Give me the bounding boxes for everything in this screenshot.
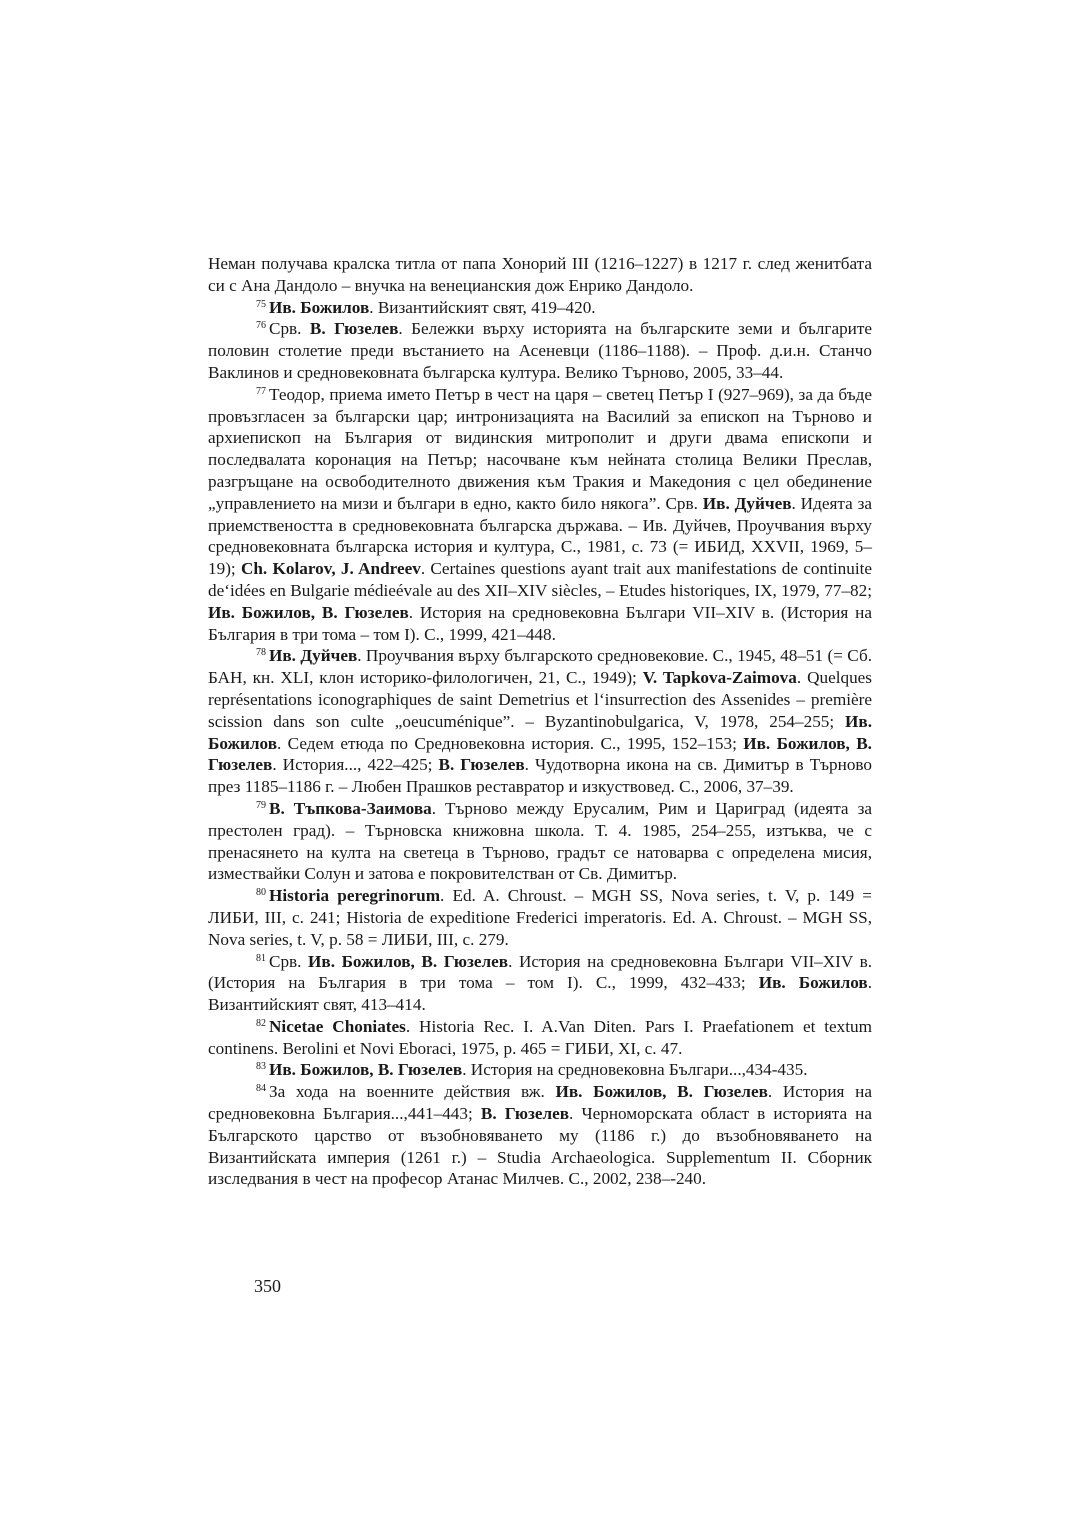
footnote-83 [208, 1059, 872, 1081]
footnote-author: Ив. Божилов, В. Гюзелев [208, 733, 872, 775]
footnote-84 [208, 1081, 872, 1190]
footnote-author: Ив. Божилов, В. Гюзелев [555, 1082, 768, 1102]
footnote-author: Ив. Божилов [758, 973, 868, 993]
footnote-number: 82 [256, 1017, 266, 1029]
footnote-text: . Черноморската област в историята на Българското царство от възобновяването му (1186 г.) до възобновяването на Византийската империя (1261 г.) – Studia Archaeologica. Supplementum II. Сборник изследвания в чест на професор Атанас Милчев. С., 2002, 238–-240. [208, 1104, 873, 1189]
footnote-78 [208, 645, 872, 798]
footnote-author: V. Tapkova-Zaimova [642, 668, 797, 688]
footnote-number: 80 [256, 887, 266, 899]
footnote-number: 77 [256, 385, 266, 397]
footnote-text: . Quelques représentations iconographiques de saint Demetrius et l‘insurrection des Assenides – première scission dans son culte „oeucuménique”. – Byzantinobulgarica, V, 1978, 254–255; [208, 668, 872, 731]
footnote-text: . Идеята за приемствеността в средновековната българска държава. – Ив. Дуйчев, Проучвания върху средновековната българска история и култура, С., 1981, с. 73 (= ИБИД, XXVII, 1969, 5–19); [208, 493, 872, 579]
footnote-author: Ив. Божилов [208, 711, 872, 753]
footnote-82 [208, 1016, 872, 1060]
footnote-text: . Седем етюда по Средновековна история. С., 1995, 152–153; [276, 733, 744, 753]
footnote-text: Теодор, приема името Петър в чест на царя – светец Петър I (927–969), за да бъде провъзгласен за български цар; интронизацията на Василий за епископ на Търново и архиепископ на България от видинския митрополит и други двама епископи и последвалата коронация на Петър; насочване към нейната столица Велики Преслав, разгръщане на освободителното движения към Тракия и Македония с цел обединение „управлението на мизи и българи в едно, както било някога”. Срв. [208, 384, 872, 513]
footnote-text: . Certaines questions ayant trait aux manifestations de continuite de‘idées en Bulgarie médieévale au des XII–XIV siècles, – Etudes historiques, IX, 1979, 77–82; [208, 559, 873, 600]
footnote-text: Срв. [269, 951, 309, 971]
footnotes-block [208, 253, 872, 1190]
footnote-81 [208, 951, 872, 1016]
footnote-author: Ив. Божилов, В. Гюзелев [269, 1060, 463, 1080]
footnote-77 [208, 384, 872, 646]
footnote-75 [208, 297, 872, 319]
footnote-text: . История на средновековна Българи VII–XIV в. (История на България в три тома – том I). С., 1999, 432–433; [208, 951, 872, 993]
footnote-text: Срв. [269, 319, 310, 339]
footnote-author: В. Гюзелев [438, 755, 525, 775]
footnote-text: За хода на военните действия вж. [269, 1082, 556, 1102]
footnote-number: 83 [256, 1061, 266, 1073]
footnote-text: . История на средновековна Българи VII–XIV в. (История на България в три тома – том I). С., 1999, 421–448. [208, 602, 872, 644]
footnote-number: 75 [256, 298, 266, 310]
footnote-text: . Византийският свят, 413–414. [208, 973, 873, 1015]
footnote-author: Ив. Божилов [269, 297, 370, 317]
continuation-paragraph: Неман получава кралска титла от папа Хонорий III (1216–1227) в 1217 г. след женитбата си с Ана Дандоло – внучка на венецианския дож Енрико Дандоло. [208, 254, 872, 295]
footnote-author: Ив. Дуйчев [702, 493, 792, 513]
footnote-number: 78 [256, 647, 266, 659]
footnote-number: 84 [256, 1083, 266, 1095]
footnote-text: . Проучвания върху българското средновековие. С., 1945, 48–51 (= Сб. БАН, кн. XLI, клон историко-филологичен, 21, С., 1949); [208, 646, 872, 688]
footnote-number: 76 [256, 320, 266, 332]
footnote-author: Ив. Дуйчев [269, 646, 358, 666]
footnote-author: Ch. Kolarov, J. Andreev [240, 559, 421, 579]
footnote-number: 79 [256, 799, 266, 811]
footnote-76 [208, 318, 872, 383]
page-number: 350 [254, 1276, 281, 1296]
footnote-list [208, 297, 872, 1191]
footnote-author: В. Гюзелев [480, 1104, 570, 1124]
footnote-number: 81 [256, 952, 266, 964]
footnote-79 [208, 798, 872, 885]
footnote-author: В. Гюзелев [309, 319, 399, 339]
footnote-80 [208, 885, 872, 950]
footnote-author: В. Тъпкова-Заимова [269, 798, 432, 818]
footnote-author: Nicetae Choniates [269, 1016, 406, 1036]
footnote-text: . Византийският свят, 419–420. [369, 297, 596, 317]
footnote-text: . Бележки върху историята на българските земи и българите половин столетие преди въстанието на Асеневци (1186–1188). – Проф. д.и.н. Станчо Ваклинов и средновековната българска култура. Велико Търново, 2005, 33–44. [208, 319, 872, 382]
footnote-text: . Historia Rec. I. A.Van Diten. Pars I. Praefationem et textum continens. Berolini et Novi Eboraci, 1975, p. 465 = ГИБИ, XI, с. 47. [208, 1016, 872, 1058]
footnote-author: Ив. Божилов, В. Гюзелев [208, 602, 409, 622]
footnote-text: . История на средновековна България...,441–443; [208, 1082, 872, 1124]
footnote-text: . История..., 422–425; [272, 755, 439, 775]
footnote-text: . Търново между Ерусалим, Рим и Цариград (идеята за престолен град). – Търновска книжовна школа. Т. 4. 1985, 254–255, изтъква, че с пренасянето на култа на светеца в Търново, градът се натоварва с определена мисия, измествайки Солун и затова е покровителстван от Св. Димитър. [208, 798, 872, 884]
footnote-text: . История на средновековна Българи...,434-435. [462, 1060, 808, 1080]
footnote-author: Ив. Божилов, В. Гюзелев [308, 951, 509, 971]
footnote-text: . Чудотворна икона на св. Димитър в Търново през 1185–1186 г. – Любен Прашков реставратор и изкуствовед. С., 2006, 37–39. [208, 755, 873, 797]
footnote-text: . Ed. A. Chroust. – MGH SS, Nova series, t. V, p. 149 = ЛИБИ, III, с. 241; Historia de expeditione Frederici imperatoris. Ed. A. Chroust. – MGH SS, Nova series, t. V, p. 58 = ЛИБИ, III, с. 279. [208, 886, 872, 949]
footnote-author: Historia peregrinorum [269, 886, 441, 906]
